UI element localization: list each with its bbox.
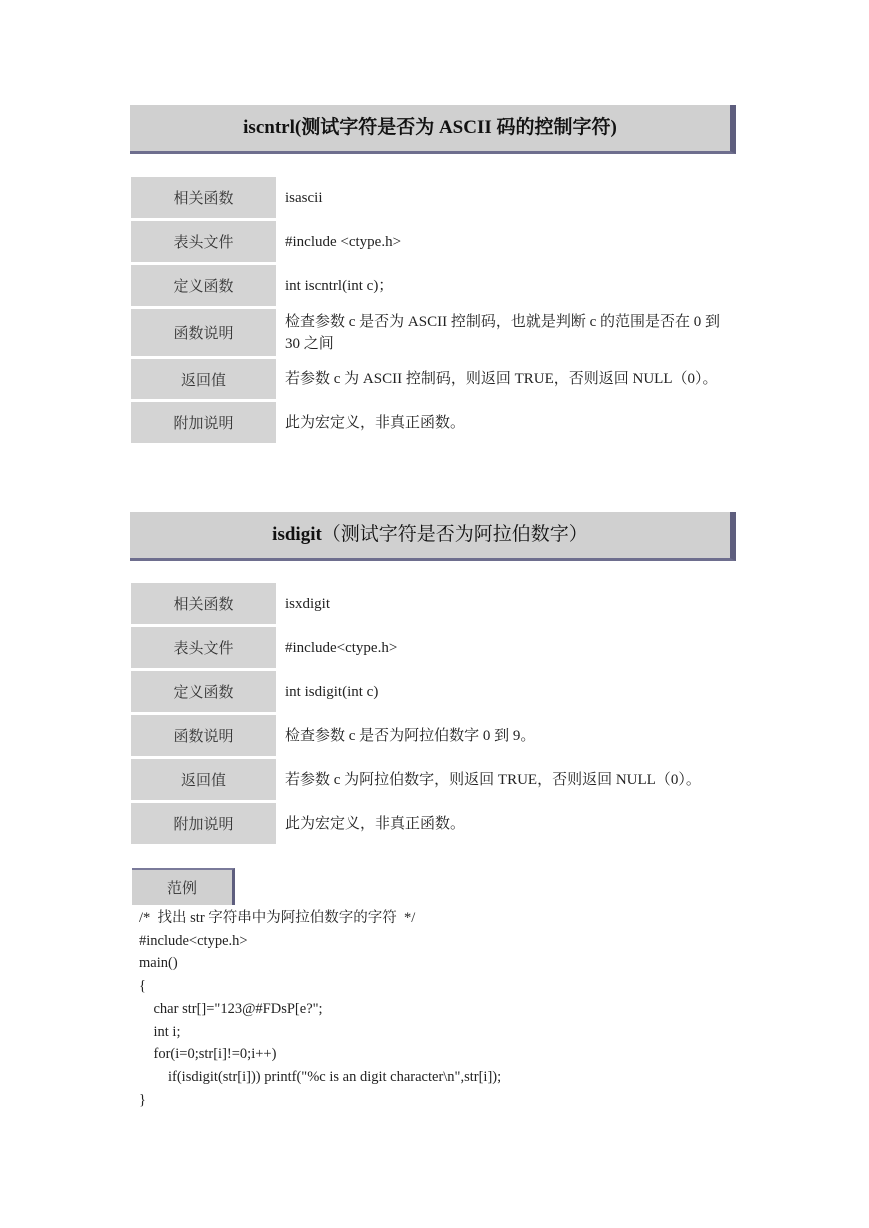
example-code-block	[139, 907, 501, 1111]
row-label: 函数说明	[131, 715, 276, 756]
row-label: 表头文件	[131, 221, 276, 262]
table-row	[131, 265, 737, 306]
table-row	[131, 715, 737, 756]
row-value: int isdigit(int c)	[285, 683, 379, 700]
row-label: 表头文件	[131, 627, 276, 668]
table-row	[131, 221, 737, 262]
row-label: 定义函数	[131, 671, 276, 712]
row-value: 此为宏定义，非真正函数。	[285, 414, 466, 431]
table-row	[131, 671, 737, 712]
row-value: 若参数 c 为阿拉伯数字，则返回 TRUE，否则返回 NULL（0）。	[285, 771, 701, 788]
function-title-desc: (测试字符是否为 ASCII 码的控制字符)	[294, 117, 617, 138]
info-table-iscntrl	[131, 177, 737, 446]
function-name: iscntrl	[243, 117, 295, 138]
code-line: for(i=0;str[i]!=0;i++)	[139, 1046, 277, 1063]
table-row	[131, 359, 737, 399]
code-line: int i;	[139, 1023, 181, 1040]
code-line: if(isdigit(str[i])) printf("%c is an digit character\n",str[i]);	[139, 1068, 502, 1085]
row-value: #include<ctype.h>	[285, 639, 398, 656]
row-value: isascii	[285, 189, 323, 206]
table-row	[131, 177, 737, 218]
code-line: {	[139, 978, 146, 995]
code-line: }	[139, 1091, 146, 1108]
row-label: 相关函数	[131, 177, 276, 218]
table-row	[131, 627, 737, 668]
section-title-iscntrl	[130, 105, 736, 154]
row-value: isxdigit	[285, 595, 331, 612]
code-line: char str[]="123@#FDsP[e?";	[139, 1000, 323, 1017]
row-label: 函数说明	[131, 309, 276, 356]
function-name: isdigit	[272, 524, 322, 545]
row-value: 若参数 c 为 ASCII 控制码，则返回 TRUE，否则返回 NULL（0）。	[285, 371, 718, 387]
row-value: 检查参数 c 是否为 ASCII 控制码，也就是判断 c 的范围是否在 0 到 30 之间	[285, 313, 720, 352]
row-value: #include <ctype.h>	[285, 233, 402, 250]
row-label: 返回值	[131, 359, 276, 399]
code-line: #include<ctype.h>	[139, 932, 248, 949]
code-line: main()	[139, 955, 178, 972]
table-row	[131, 309, 737, 356]
table-row	[131, 803, 737, 844]
row-value: int iscntrl(int c)；	[285, 277, 394, 294]
row-label: 定义函数	[131, 265, 276, 306]
row-value: 此为宏定义，非真正函数。	[285, 815, 466, 832]
row-label: 附加说明	[131, 803, 276, 844]
table-row	[131, 759, 737, 800]
function-title-desc: （测试字符是否为阿拉伯数字）	[321, 524, 588, 545]
row-label: 返回值	[131, 759, 276, 800]
table-row	[131, 402, 737, 443]
row-value: 检查参数 c 是否为阿拉伯数字 0 到 9。	[285, 727, 536, 744]
row-label: 相关函数	[131, 583, 276, 624]
row-label: 附加说明	[131, 402, 276, 443]
section-title-isdigit	[130, 512, 736, 561]
code-line: /* 找出 str 字符串中为阿拉伯数字的字符 */	[139, 910, 416, 926]
table-row	[131, 583, 737, 624]
example-tab: 范例	[132, 868, 235, 905]
info-table-isdigit	[131, 583, 737, 847]
